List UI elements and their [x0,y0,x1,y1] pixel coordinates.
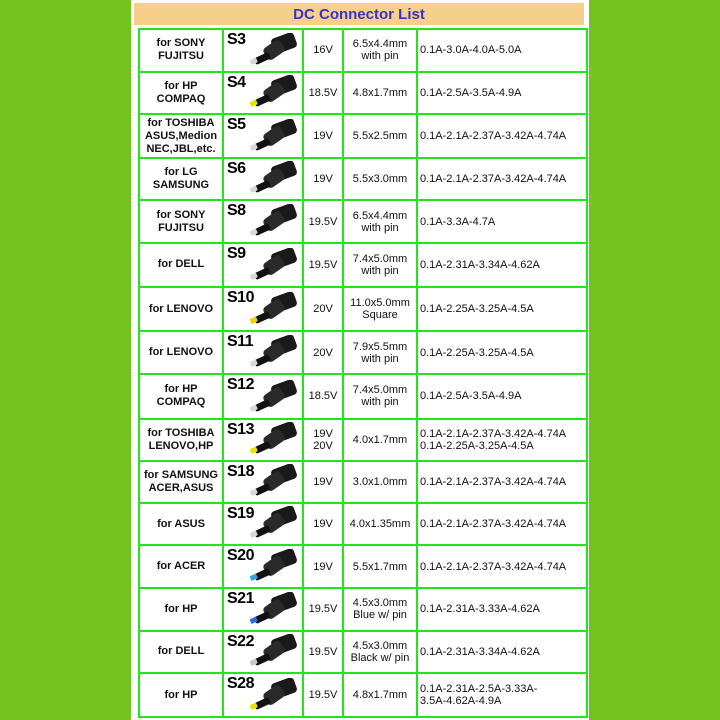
brand-line: for ACER [156,560,206,573]
voltage-cell [303,72,343,115]
voltage-value: 16V [313,44,333,57]
connector-plug-icon [250,422,300,458]
model-code: S8 [227,202,246,220]
connector-plug-icon [250,248,300,284]
size-cell [343,503,417,546]
model-code: S11 [227,333,254,351]
page-title: DC Connector List [134,3,584,25]
current-cell [417,72,587,115]
model-cell [223,287,303,332]
model-cell [223,673,303,717]
size-note: Blue w/ pin [353,609,407,622]
current-value: 0.1A-2.25A-3.25A-4.5A [420,346,534,359]
voltage-value: 19V [313,427,333,440]
current-cell [417,29,587,72]
size-value: 4.5x3.0mm [352,597,408,610]
current-value: 0.1A-2.5A-3.5A-4.9A [420,390,522,403]
voltage-cell [303,503,343,546]
size-cell [343,631,417,674]
model-cell [223,503,303,546]
voltage-cell [303,287,343,332]
current-value: 0.1A-2.31A-2.5A-3.33A- [420,683,538,696]
connector-plug-icon [250,33,300,69]
brand-line: FUJITSU [158,221,204,234]
model-code: S13 [227,420,254,438]
brand-line: for SONY [156,37,206,50]
connector-plug-icon [250,592,300,628]
model-code: S6 [227,159,246,177]
table-row [139,72,587,115]
brand-cell [139,243,223,287]
voltage-value: 19.5V [308,689,338,702]
model-code: S4 [227,73,246,91]
current-value: 0.1A-2.25A-3.25A-4.5A [420,303,534,315]
brand-line: SAMSUNG [152,179,210,192]
size-note: Black w/ pin [350,651,410,664]
brand-line: for TOSHIBA [147,426,215,439]
brand-cell [139,588,223,631]
model-cell [223,243,303,287]
brand-line: for DELL [157,258,205,271]
model-code: S20 [227,547,254,565]
model-code: S5 [227,116,246,134]
voltage-value: 19V [313,475,333,488]
size-cell [343,331,417,374]
connector-plug-icon [250,75,300,111]
brand-line: COMPAQ [156,396,206,409]
brand-line: for LENOVO [148,346,214,359]
model-code: S10 [227,288,254,306]
brand-line: COMPAQ [156,92,206,105]
size-cell [343,158,417,201]
voltage-value: 20V [313,439,333,452]
current-value: 0.1A-2.31A-3.33A-4.62A [420,603,540,616]
brand-cell [139,673,223,717]
size-cell [343,374,417,419]
current-value: 0.1A-3.0A-4.0A-5.0A [420,44,522,57]
current-cell [417,419,587,462]
brand-line: for DELL [157,645,205,658]
model-cell [223,588,303,631]
brand-line: for LG [164,166,198,179]
size-cell [343,419,417,462]
current-value: 0.1A-3.3A-4.7A [420,215,496,228]
table-row [139,631,587,674]
size-note: with pin [361,264,399,277]
size-value: 5.5x3.0mm [352,173,408,186]
brand-cell [139,545,223,588]
voltage-cell [303,374,343,419]
model-cell [223,331,303,374]
model-code: S3 [227,31,246,48]
size-cell [343,29,417,72]
model-code: S28 [227,675,254,693]
current-cell [417,545,587,588]
size-cell [343,287,417,332]
brand-cell [139,287,223,332]
brand-cell [139,72,223,115]
size-cell [343,461,417,503]
size-note: Square [362,309,398,321]
brand-line: for SONY [156,208,206,221]
voltage-value: 19.5V [308,258,338,271]
current-cell [417,114,587,158]
table-row [139,29,587,72]
current-cell [417,200,587,243]
current-value: 0.1A-2.1A-2.37A-3.42A-4.74A [420,518,567,531]
table-row [139,287,587,332]
current-cell [417,503,587,546]
model-code: S22 [227,632,254,650]
brand-line: NEC,JBL,etc. [146,142,216,155]
model-cell [223,419,303,462]
brand-line: LENOVO,HP [148,439,214,452]
size-value: 7.9x5.5mm [352,340,408,353]
connector-plug-icon [250,634,300,670]
brand-line: FUJITSU [158,50,204,63]
model-code: S9 [227,245,246,263]
current-value: 0.1A-2.1A-2.37A-3.42A-4.74A [420,475,567,488]
current-cell [417,588,587,631]
size-value: 5.5x1.7mm [352,560,408,573]
size-value: 4.5x3.0mm [352,639,408,652]
model-cell [223,29,303,72]
table-row [139,419,587,462]
model-cell [223,461,303,503]
brand-line: for ASUS [157,517,205,530]
current-value: 0.1A-2.1A-2.37A-3.42A-4.74A [420,427,567,440]
voltage-cell [303,545,343,588]
voltage-cell [303,588,343,631]
voltage-cell [303,631,343,674]
voltage-value: 19V [313,560,333,573]
brand-cell [139,158,223,201]
current-cell [417,158,587,201]
size-cell [343,200,417,243]
current-cell [417,331,587,374]
size-value: 5.5x2.5mm [352,130,408,143]
voltage-value: 18.5V [308,390,338,403]
brand-line: ACER,ASUS [148,481,214,494]
brand-line: for SAMSUNG [144,468,218,481]
voltage-value: 19V [313,518,333,531]
size-value: 11.0x5.0mm [350,297,410,309]
connector-plug-icon [250,161,300,197]
current-value: 0.1A-2.31A-3.34A-4.62A [420,645,540,658]
current-value: 0.1A-2.1A-2.37A-3.42A-4.74A [420,130,567,143]
voltage-value: 20V [313,346,333,359]
size-value: 3.0x1.0mm [352,475,408,488]
voltage-cell [303,243,343,287]
model-cell [223,374,303,419]
voltage-value: 19.5V [308,645,338,658]
size-cell [343,243,417,287]
brand-line: for HP [164,688,198,701]
size-value: 4.8x1.7mm [352,689,408,702]
voltage-value: 19V [313,173,333,186]
size-note: with pin [361,352,399,365]
voltage-value: 19V [313,130,333,143]
connector-plug-icon [250,335,300,371]
brand-line: for LENOVO [148,302,214,315]
brand-line: for HP [164,383,198,396]
brand-cell [139,419,223,462]
connector-plug-icon [250,204,300,240]
table-row [139,114,587,158]
model-code: S18 [227,463,254,481]
current-value: 3.5A-4.62A-4.9A [420,695,502,708]
table-row [139,503,587,546]
brand-cell [139,29,223,72]
current-value: 0.1A-2.1A-2.37A-3.42A-4.74A [420,173,567,186]
voltage-cell [303,461,343,503]
size-cell [343,673,417,717]
table-row [139,588,587,631]
model-code: S21 [227,590,254,607]
table-row [139,545,587,588]
connector-table [138,28,588,718]
voltage-value: 19.5V [308,603,338,616]
model-cell [223,545,303,588]
brand-cell [139,503,223,546]
model-code: S19 [227,504,254,522]
current-value: 0.1A-2.5A-3.5A-4.9A [420,86,522,99]
voltage-value: 19.5V [308,215,338,228]
connector-plug-icon [250,119,300,155]
size-note: with pin [361,221,399,234]
voltage-cell [303,331,343,374]
size-value: 4.0x1.35mm [349,518,411,531]
model-cell [223,200,303,243]
brand-line: for TOSHIBA [147,116,215,129]
voltage-cell [303,673,343,717]
current-cell [417,631,587,674]
size-note: with pin [361,50,399,63]
current-cell [417,287,587,332]
model-cell [223,114,303,158]
model-code: S12 [227,375,254,393]
model-cell [223,158,303,201]
brand-cell [139,631,223,674]
connector-plug-icon [250,464,300,500]
size-value: 6.5x4.4mm [352,38,408,51]
connector-plug-icon [250,678,300,714]
brand-cell [139,200,223,243]
voltage-cell [303,29,343,72]
connector-plug-icon [250,549,300,585]
table-row [139,200,587,243]
brand-line: for HP [164,79,198,92]
connector-plug-icon [250,380,300,416]
size-value: 7.4x5.0mm [352,384,408,397]
current-cell [417,673,587,717]
connector-plug-icon [250,506,300,542]
voltage-value: 18.5V [308,86,338,99]
brand-cell [139,374,223,419]
size-value: 4.8x1.7mm [352,86,408,99]
size-note: with pin [361,396,399,409]
size-cell [343,72,417,115]
table-row [139,243,587,287]
table-row [139,374,587,419]
size-value: 6.5x4.4mm [352,209,408,222]
current-value: 0.1A-2.1A-2.37A-3.42A-4.74A [420,560,567,573]
table-row [139,461,587,503]
size-cell [343,588,417,631]
brand-cell [139,331,223,374]
size-value: 4.0x1.7mm [352,433,408,446]
size-cell [343,114,417,158]
voltage-cell [303,158,343,201]
brand-cell [139,461,223,503]
model-cell [223,72,303,115]
voltage-cell [303,419,343,462]
current-cell [417,461,587,503]
model-cell [223,631,303,674]
current-cell [417,243,587,287]
table-row [139,673,587,717]
brand-line: for HP [164,602,198,615]
current-value: 0.1A-2.25A-3.25A-4.5A [420,439,534,452]
voltage-cell [303,114,343,158]
current-value: 0.1A-2.31A-3.34A-4.62A [420,258,540,271]
voltage-cell [303,200,343,243]
size-cell [343,545,417,588]
current-cell [417,374,587,419]
brand-line: ASUS,Medion [144,129,218,142]
size-value: 7.4x5.0mm [352,252,408,265]
table-row [139,331,587,374]
voltage-value: 20V [313,303,333,315]
brand-cell [139,114,223,158]
table-row [139,158,587,201]
connector-plug-icon [250,292,300,328]
